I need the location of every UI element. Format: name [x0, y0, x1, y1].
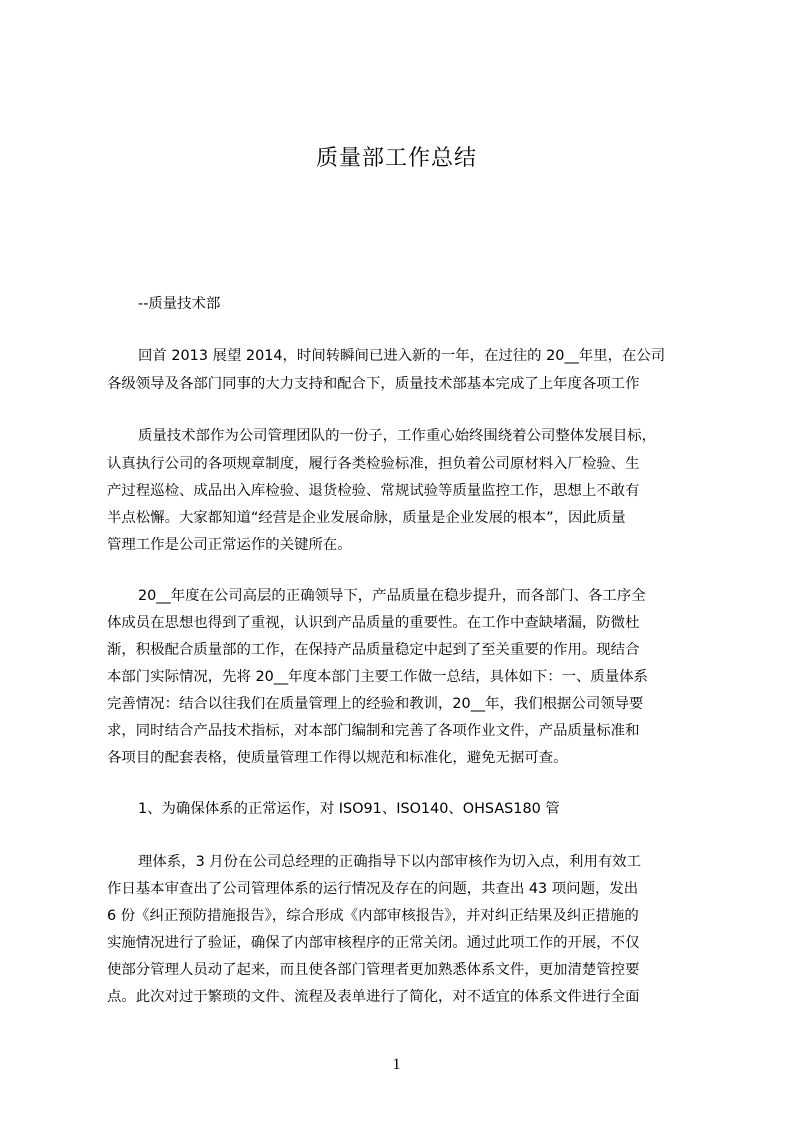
document-subtitle: --质量技术部 — [138, 296, 221, 312]
paragraph-line: 质量技术部作为公司管理团队的一份子，工作重心始终围绕着公司整体发展目标， — [138, 428, 657, 444]
paragraph-line: 6 份《纠正预防措施报告》，综合形成《内部审核报告》，并对纠正结果及纠正措施的 — [107, 908, 639, 924]
paragraph-line: 本部门实际情况，先将 20__年度本部门主要工作做一总结，具体如下：一、质量体系 — [107, 669, 648, 685]
paragraph-line: 作日基本审查出了公司管理体系的运行情况及存在的问题，共查出 43 项问题，发出 — [107, 881, 639, 897]
paragraph-line: 使部分管理人员动了起来，而且使各部门管理者更加熟悉体系文件，更加清楚管控要 — [107, 962, 640, 978]
paragraph-line: 求，同时结合产品技术指标，对本部门编制和完善了各项作业文件，产品质量标准和 — [107, 723, 640, 739]
page-number: 1 — [392, 1056, 401, 1073]
paragraph-line: 理体系，3 月份在公司总经理的正确指导下以内部审核作为切入点，利用有效工 — [138, 854, 642, 870]
paragraph-line: 各项目的配套表格，使质量管理工作得以规范和标准化，避免无据可查。 — [107, 750, 568, 766]
document-title: 质量部工作总结 — [315, 146, 477, 171]
paragraph-line: 产过程巡检、成品出入库检验、退货检验、常规试验等质量监控工作，思想上不敢有 — [107, 483, 640, 499]
paragraph-line: 渐，积极配合质量部的工作，在保持产品质量稳定中起到了至关重要的作用。现结合 — [107, 642, 640, 658]
paragraph-line: 1、为确保体系的正常运作，对 ISO91、ISO140、OHSAS180 管 — [138, 801, 560, 817]
paragraph-line: 体成员在思想也得到了重视，认识到产品质量的重要性。在工作中查缺堵漏，防微杜 — [107, 615, 640, 631]
paragraph-line: 回首 2013 展望 2014，时间转瞬间已进入新的一年，在过往的 20__年里，在公司 — [138, 348, 666, 364]
paragraph-line: 管理工作是公司正常运作的关键所在。 — [107, 537, 352, 553]
paragraph-line: 完善情况：结合以往我们在质量管理上的经验和教训，20__年，我们根据公司领导要 — [107, 696, 644, 712]
paragraph-line: 实施情况进行了验证，确保了内部审核程序的正常关闭。通过此项工作的开展，不仅 — [107, 935, 640, 951]
paragraph-line: 认真执行公司的各项规章制度，履行各类检验标准，担负着公司原材料入厂检验、生 — [107, 456, 640, 472]
paragraph-line: 各级领导及各部门同事的大力支持和配合下，质量技术部基本完成了上年度各项工作 — [107, 376, 640, 392]
paragraph-line: 20__年度在公司高层的正确领导下，产品质量在稳步提升，而各部门、各工序全 — [138, 588, 646, 604]
paragraph-line: 半点松懈。大家都知道“经营是企业发展命脉，质量是企业发展的根本”，因此质量 — [107, 510, 626, 526]
paragraph-line: 点。此次对过于繁琐的文件、流程及表单进行了简化，对不适宜的体系文件进行全面 — [107, 989, 640, 1005]
